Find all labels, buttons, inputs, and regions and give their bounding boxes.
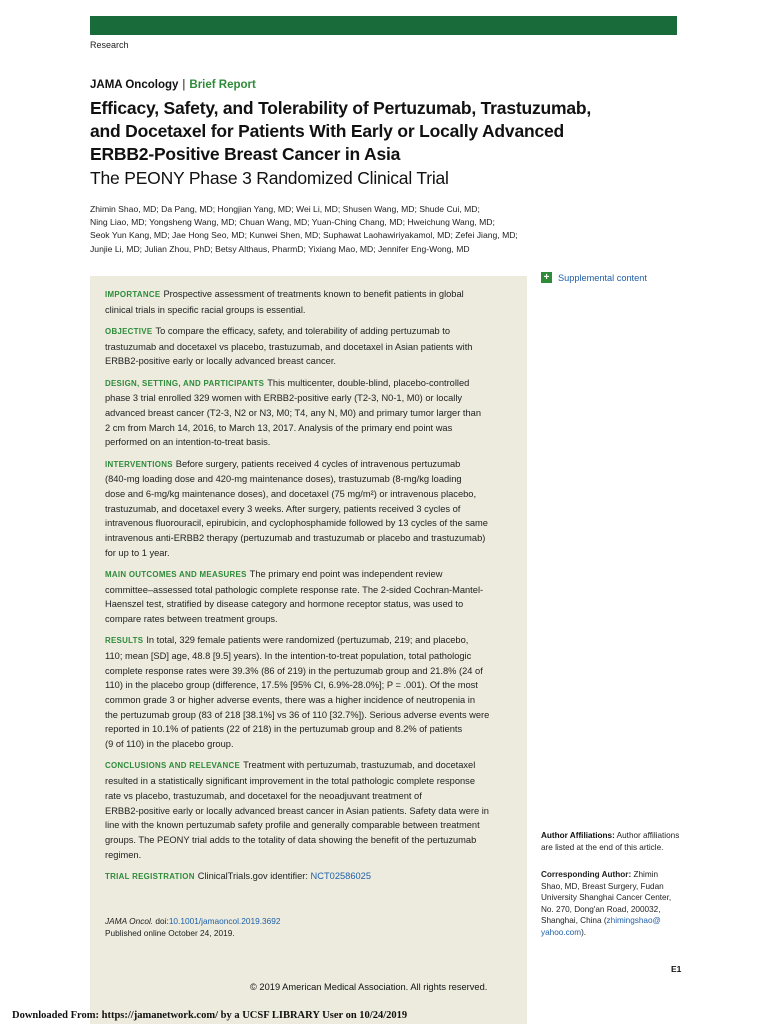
abstract-conclusions [105,758,517,862]
abstract-text: Treatment with pertuzumab, trastuzumab, and docetaxel [243,760,476,771]
abstract-text: (9 of 110) in the placebo group. [105,739,234,750]
header-bar [90,16,677,35]
page-number: E1 [671,964,682,974]
download-notice: Downloaded From: https://jamanetwork.com/ by a UCSF LIBRARY User on 10/24/2019 [12,1010,408,1021]
title-line: ERBB2-Positive Breast Cancer in Asia [90,144,401,164]
abstract-text: To compare the efficacy, safety, and tolerability of adding pertuzumab to [155,325,451,336]
author-affiliations [541,830,681,853]
abstract-text: 110) in the placebo group (difference, 17.5% [95% CI, 6.9%-28.0%]; P = .001). Of the most [105,680,478,691]
author-list [90,203,530,256]
trial-id-link[interactable]: NCT02586025 [310,870,372,881]
abstract-text: In total, 329 female patients were randomized (pertuzumab, 219; and placebo, [146,635,469,646]
supplemental-label[interactable]: Supplemental content [558,272,647,283]
email-link[interactable]: zhimingshao@ [606,916,661,925]
abstract-heading: OBJECTIVE [105,326,153,336]
abstract-heading: DESIGN, SETTING, AND PARTICIPANTS [105,378,265,388]
abstract-heading: TRIAL REGISTRATION [105,871,195,881]
abstract-heading: CONCLUSIONS AND RELEVANCE [105,761,241,771]
abstract-interventions [105,457,517,561]
abstract-text: for up to 1 year. [105,547,170,558]
author-line: Seok Yun Kang, MD; Jae Hong Seo, MD; Kunwei Shen, MD; Suphawat Laohawiriyakamol, MD; Zefei Jiang, MD; [90,230,518,241]
corresponding-text: Shanghai, China ( [541,916,607,925]
abstract-text: 2 cm from March 14, 2016, to March 13, 2017. Analysis of the primary end point was [105,422,453,433]
abstract-text: 110; mean [SD] age, 48.8 [9.5] years). In the intention-to-treat population, total pathologic [105,650,472,661]
abstract-text: The primary end point was independent review [249,568,443,579]
article-subtitle: The PEONY Phase 3 Randomized Clinical Trial [90,168,449,188]
author-line: Ning Liao, MD; Yongsheng Wang, MD; Chuan Wang, MD; Yuan-Ching Chang, MD; Hweichung Wang, MD; [90,217,495,228]
abstract-text: committee–assessed total pathologic complete response rate. The 2-sided Cochran-Mantel- [105,584,484,595]
abstract-text: performed on an intention-to-treat basis. [105,437,271,448]
abstract-text: rate vs placebo, trastuzumab, and docetaxel for the neoadjuvant treatment of [105,790,422,801]
abstract-results [105,633,517,752]
abstract-text: Before surgery, patients received 4 cycles of intravenous pertuzumab [175,458,461,469]
abstract-text: clinical trials in specific racial groups is essential. [105,304,306,315]
email-suffix: ). [581,927,587,937]
corresponding-text: Zhimin [633,870,659,879]
abstract-design [105,376,517,451]
email-link-cont[interactable]: yahoo.com [541,927,582,937]
abstract-text: regimen. [105,849,142,860]
copyright: © 2019 American Medical Association. All rights reserved. [250,982,488,992]
abstract-text: This multicenter, double-blind, placebo-controlled [267,377,470,388]
journal-name: JAMA Oncology [90,79,179,91]
abstract-text: dose and 6-mg/kg maintenance doses), and docetaxel (75 mg/m²) or intravenous placebo, [105,488,477,499]
abstract-outcomes [105,567,517,627]
abstract-text: trastuzumab, and docetaxel every 3 weeks. After surgery, patients received 3 cycles of [105,503,461,514]
journal-separator: | [182,79,186,91]
citation-journal: JAMA Oncol. [105,916,154,926]
abstract-text: common grade 3 or higher adverse events, there was a higher incidence of neutropenia in [105,695,476,706]
abstract-text: intravenous anti-ERBB2 therapy (pertuzumab and trastuzumab or placebo and trastuzumab) [105,533,486,544]
abstract-text: phase 3 trial enrolled 329 women with ERBB2-positive early (T2-3, N0-1, M0) or locally [105,393,463,404]
corresponding-heading: Corresponding Author: [541,870,632,879]
title-line: and Docetaxel for Patients With Early or Locally Advanced [90,121,565,141]
corresponding-author [541,869,681,938]
abstract-heading: RESULTS [105,636,144,646]
abstract-text: trastuzumab and docetaxel vs placebo, trastuzumab, and docetaxel in Asian patients with [105,341,473,352]
abstract-objective [105,324,517,369]
abstract-text: groups. The PEONY trial adds to the totality of data showing the benefit of the pertuzumab [105,834,477,845]
trial-registration-text: ClinicalTrials.gov identifier: [197,870,308,881]
abstract-text: intravenous fluorouracil, epirubicin, and cyclophosphamide followed by 13 cycles of the same [105,518,488,529]
abstract-heading: IMPORTANCE [105,290,161,299]
abstract-heading: INTERVENTIONS [105,459,173,469]
affiliations-text: Author affiliations are listed at the end of this article. [541,831,680,852]
corresponding-text: No. 270, Dong'an Road, 200032, [541,904,661,914]
abstract-text: (840-mg loading dose and 420-mg maintenance doses), trastuzumab (8-mg/kg loading [105,474,462,485]
article-type: Brief Report [189,79,256,91]
journal-line [90,79,256,91]
section-label: Research [90,40,129,50]
abstract-text: compare rates between treatment groups. [105,614,278,625]
abstract-text: Haenszel test, stratified by disease category and hormone receptor status, was used to [105,599,464,610]
author-line: Junjie Li, MD; Julian Zhou, PhD; Betsy Althaus, PharmD; Yixiang Mao, MD; Jennifer Eng-Wong, MD [90,243,470,254]
abstract-text: ERBB2-positive early or locally advanced breast cancer in Asian patients. Safety data were in [105,805,489,816]
citation [105,916,280,939]
abstract-text: line with the known pertuzumab safety profile and generally comparable between treatment [105,820,480,831]
supplemental-content-link[interactable] [541,272,647,283]
author-line: Zhimin Shao, MD; Da Pang, MD; Hongjian Yang, MD; Wei Li, MD; Shusen Wang, MD; Shude Cui, MD; [90,204,480,214]
corresponding-text: University Shanghai Cancer Center, [541,893,672,902]
corresponding-text: Shao, MD, Breast Surgery, Fudan [541,881,664,891]
abstract-text: ERBB2-positive early or locally advanced breast cancer. [105,356,336,367]
abstract-text: Prospective assessment of treatments known to benefit patients in global [163,289,464,299]
affiliations-heading: Author Affiliations: [541,831,615,840]
abstract-text: the pertuzumab group (83 of 218 [38.1%] vs 36 of 110 [32.7%]). Serious adverse events were [105,709,490,720]
abstract [105,287,517,891]
abstract-heading: MAIN OUTCOMES AND MEASURES [105,569,247,579]
abstract-text: resulted in a statistically significant improvement in the total pathologic complete response [105,776,476,787]
abstract-text: complete response rates were 39.3% (86 of 219) in the pertuzumab group and 21.8% (24 of [105,665,483,676]
abstract-text: reported in 10.1% of patients (22 of 218) in the pertuzumab group and 8.2% of patients [105,724,463,735]
doi-prefix: doi: [155,916,169,926]
title-line: Efficacy, Safety, and Tolerability of Pertuzumab, Trastuzumab, [90,98,592,118]
abstract-trial-registration [105,869,517,885]
article-title [90,97,650,166]
plus-icon: + [541,272,552,283]
abstract-text: advanced breast cancer (T2-3, N2 or N3, M0; T4, any N, M0) and primary tumor larger than [105,407,481,418]
publication-date: Published online October 24, 2019. [105,927,235,938]
doi-link[interactable]: 10.1001/jamaoncol.2019.3692 [168,916,281,926]
abstract-importance [105,287,517,317]
